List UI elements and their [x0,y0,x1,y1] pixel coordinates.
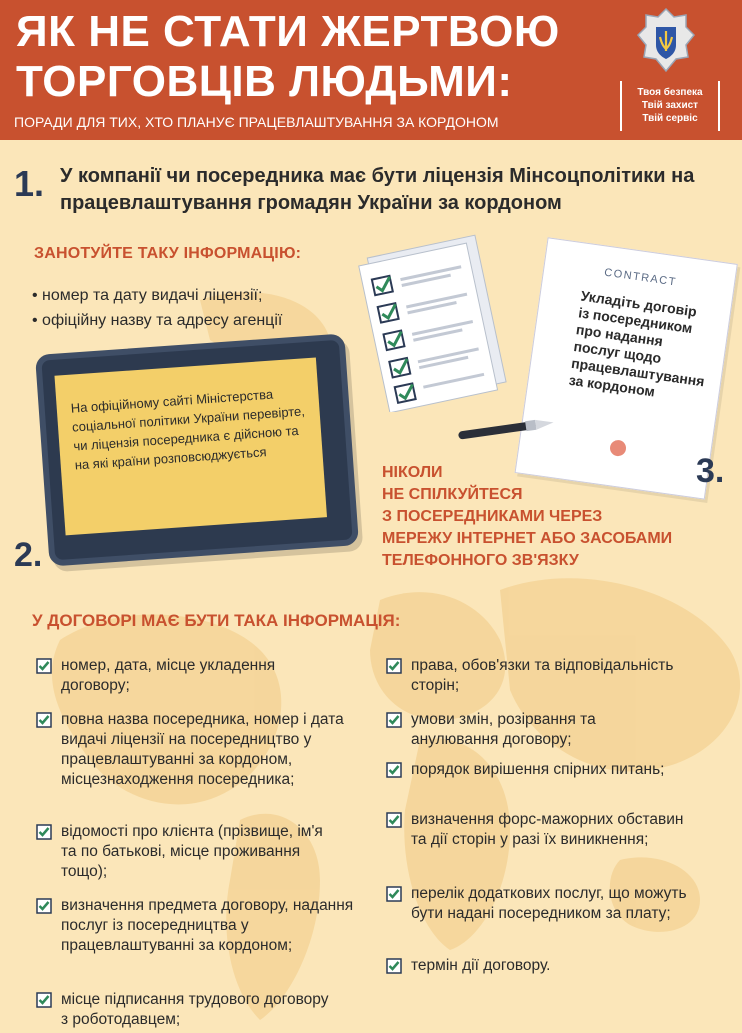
note-item: • номер та дату видачі ліцензії; [32,287,263,304]
contract-info-text: термін дії договору. [411,957,551,974]
checklist-document-icon [352,232,512,412]
checkbox-checked-icon [36,658,52,674]
contract-info-item [386,884,716,924]
checkbox-checked-icon [386,886,402,902]
contract-info-text: повна назва посередника, номер і дата видачі ліцензії на посередництво у працевлаштуванні за кордоном, місцезнаходження посередника; [61,711,344,788]
note-heading: ЗАНОТУЙТЕ ТАКУ ІНФОРМАЦІЮ: [34,245,302,262]
police-shield-icon [636,7,696,73]
tablet-illustration [35,333,359,566]
slogan-line: Твій сервіс [642,113,698,124]
warning-line: З ПОСЕРЕДНИКАМИ ЧЕРЕЗ [382,508,603,525]
step-3-number: 3. [696,452,725,490]
contract-info-item [36,710,361,790]
warning [382,462,702,572]
checkbox-checked-icon [386,812,402,828]
step-1-text: У компанії чи посередника має бути ліцензія Мінсоцполітики на працевлаштування громадян України за кордоном [60,165,695,214]
step-2-number: 2. [14,536,43,574]
contract-label: CONTRACT [603,266,678,289]
contract-info-item [386,656,686,696]
contract-info-text: місце підписання трудового договору з роботодавцем; [61,991,329,1028]
contract-info-text: визначення форс-мажорних обставин та дії сторін у разі їх виникнення; [411,811,684,848]
contract-info-item [36,990,336,1030]
slogan [620,81,720,131]
slogan-line: Твоя безпека [637,87,703,98]
contract-info-heading: У ДОГОВОРІ МАЄ БУТИ ТАКА ІНФОРМАЦІЯ: [32,611,401,630]
contract-text: Укладіть договір із посередником про надання послуг щодо працевлаштування за кордоном [567,287,706,400]
contract-info-text: номер, дата, місце укладення договору; [61,657,276,694]
contract-info-text: відомості про клієнта (прізвище, ім'я та по батькові, місце проживання тощо); [61,823,323,880]
header [0,0,742,140]
note-list [32,283,282,333]
contract-info-text: умови змін, розірвання та анулювання договору; [411,711,596,748]
subtitle: ПОРАДИ ДЛЯ ТИХ, ХТО ПЛАНУЄ ПРАЦЕВЛАШТУВАННЯ ЗА КОРДОНОМ [14,114,499,130]
checkbox-checked-icon [36,712,52,728]
warning-line: ТЕЛЕФОННОГО ЗВ'ЯЗКУ [382,552,579,569]
contract-info-text: визначення предмета договору, надання послуг із посередництва у працевлаштуванні за кордоном; [61,897,354,954]
tablet-text: На офіційному сайті Міністерства соціальної політики України перевірте, чи ліцензія посередника є дійсною та на які країни розповсюджується [70,386,306,473]
checkbox-checked-icon [386,658,402,674]
title-line-2: ТОРГОВЦІВ ЛЮДЬМИ: [16,57,513,106]
contract-info-item [36,822,341,882]
contract-info-item [386,956,686,976]
contract-info-item [36,656,336,696]
warning-line: МЕРЕЖУ ІНТЕРНЕТ АБО ЗАСОБАМИ [382,530,673,547]
contract-info-text: порядок вирішення спірних питань; [411,761,665,778]
slogan-line: Твій захист [641,100,699,111]
contract-info-item [36,896,371,956]
warning-line: НІКОЛИ [382,464,443,481]
checkbox-checked-icon [386,712,402,728]
checkbox-checked-icon [386,958,402,974]
note-item: • офіційну назву та адресу агенції [32,312,283,329]
step-1-number: 1. [14,163,45,204]
contract-info-item [386,810,686,850]
checkbox-checked-icon [386,762,402,778]
checkbox-checked-icon [36,824,52,840]
contract-info-item [386,710,686,750]
checkbox-checked-icon [36,898,52,914]
title-line-1: ЯК НЕ СТАТИ ЖЕРТВОЮ [16,7,560,56]
warning-line: НЕ СПІЛКУЙТЕСЯ [382,486,523,503]
contract-info-text: права, обов'язки та відповідальність сторін; [411,657,674,694]
contract-info-text: перелік додаткових послуг, що можуть бути надані посередником за плату; [411,885,687,922]
tablet-screen [54,357,327,535]
checkbox-checked-icon [36,992,52,1008]
seal-icon [609,439,627,457]
contract-info-item [386,760,686,780]
